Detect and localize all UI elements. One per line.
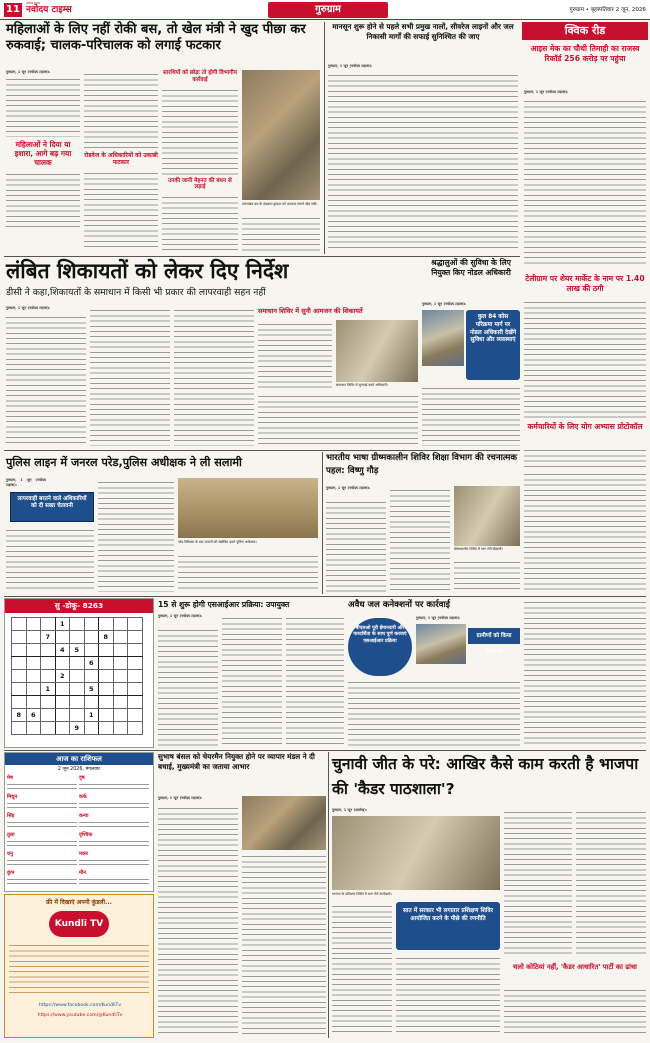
story6-caption: ग्रीष्मकालीन शिविर में भाग लेते विद्यार्थी। xyxy=(454,547,503,551)
story10-body-text-5 xyxy=(504,986,646,1036)
sudoku-cell xyxy=(26,670,41,683)
ad-body xyxy=(9,941,149,997)
sudoku-cell: 8 xyxy=(12,709,27,722)
story3-headline: लंबित शिकायतों को लेकर दिए निर्देश xyxy=(6,259,289,283)
story7-body-text-3 xyxy=(286,614,344,746)
story4-headline: श्रद्धालुओं की सुविधा के लिए नियुक्त किए नोडल अधिकारी xyxy=(431,258,511,278)
masthead-section: गुरुग्राम xyxy=(268,2,388,18)
sudoku-cell: 6 xyxy=(26,709,41,722)
story8-body-text xyxy=(348,678,520,746)
story1-col1 xyxy=(6,70,80,252)
sudoku-cell xyxy=(113,657,128,670)
story1-body-text-4 xyxy=(84,169,158,249)
story6-headline: भारतीय भाषा ग्रीष्मकालीन शिविर शिक्षा विभाग की रचनात्मक पहल: विष्णु गौड़ xyxy=(326,453,517,476)
horoscope-sign-name: सिंह xyxy=(7,813,15,819)
ad-url-youtube[interactable]: https://www.youtube.com/@KundliTv xyxy=(37,1013,123,1018)
story4-body-text xyxy=(422,384,520,446)
story10-dateline: गुरुग्राम, 1 जून (आलेख): xyxy=(332,808,368,812)
divider xyxy=(4,256,520,257)
sudoku-cell xyxy=(113,722,128,735)
horoscope-sign xyxy=(79,794,149,812)
horoscope-sign xyxy=(7,832,77,850)
story3-caption: समाधान शिविर में सुनवाई करते अधिकारी। xyxy=(336,383,388,387)
horoscope-sign-text xyxy=(79,857,149,868)
story8-photo xyxy=(416,624,466,664)
story-summer-camp xyxy=(326,452,520,594)
story1-sub2: सारथियों को छोड़ा तो होगी विभागीय कार्रवाई xyxy=(163,70,237,83)
horoscope-sign-name: मीन xyxy=(79,870,87,876)
quick-read-headline-3: कर्मचारियों के लिए योग अभ्यास प्रोटोकॉल xyxy=(527,422,643,431)
sudoku-cell xyxy=(55,709,70,722)
sudoku-cell xyxy=(26,644,41,657)
story4-callout xyxy=(466,310,520,380)
quick-read-body-1 xyxy=(524,97,646,267)
sudoku-cell: 8 xyxy=(99,631,114,644)
sudoku-cell xyxy=(12,722,27,735)
sudoku-cell xyxy=(26,631,41,644)
story-police-parade xyxy=(4,452,320,594)
sudoku-cell xyxy=(12,657,27,670)
sudoku-cell xyxy=(99,618,114,631)
sudoku-cell xyxy=(113,709,128,722)
divider xyxy=(322,452,323,594)
horoscope-sign-text xyxy=(79,781,149,792)
horoscope-sign xyxy=(7,794,77,812)
story-nodal-officers xyxy=(422,258,520,448)
story1-body-text-5 xyxy=(162,86,238,176)
horoscope-sign-text xyxy=(79,838,149,849)
sudoku-cell xyxy=(26,696,41,709)
horoscope-sign-text xyxy=(7,857,77,868)
story-illegal-water-connections xyxy=(348,598,520,748)
sudoku-cell xyxy=(12,631,27,644)
sudoku-cell xyxy=(41,670,56,683)
sudoku-cell xyxy=(41,722,56,735)
story1-sub3: रोडवेज के अधिकारियों को उकाबी फटकार xyxy=(84,152,158,167)
sudoku-row xyxy=(12,709,143,722)
sudoku-cell xyxy=(128,709,143,722)
sudoku-box xyxy=(4,598,154,748)
horoscope-sign-text xyxy=(7,876,77,887)
horoscope-signs xyxy=(7,775,151,891)
story3-body-text-4 xyxy=(258,320,332,390)
story7-body-text xyxy=(158,626,218,746)
story6-body-text xyxy=(326,498,386,592)
horoscope-sign-name: मकर xyxy=(79,851,88,857)
horoscope-sign-name: मेष xyxy=(7,775,13,781)
sudoku-grid xyxy=(11,617,143,735)
story3-photo xyxy=(336,320,418,382)
sudoku-cell xyxy=(70,683,85,696)
story5-body-text xyxy=(6,526,94,592)
quick-read-label: क्विक रीड xyxy=(522,22,648,40)
sudoku-row xyxy=(12,631,143,644)
sudoku-cell xyxy=(84,644,99,657)
story6-photo xyxy=(454,486,520,546)
sudoku-cell xyxy=(128,618,143,631)
horoscope-sign-name: कर्क xyxy=(79,794,87,800)
sudoku-cell xyxy=(12,683,27,696)
horoscope-box xyxy=(4,752,154,892)
sudoku-cell: 1 xyxy=(55,618,70,631)
story9-dateline: गुरुग्राम, 1 जून (नवोदय टाइम्स): xyxy=(158,796,203,800)
sudoku-cell xyxy=(26,618,41,631)
sudoku-cell xyxy=(113,631,128,644)
sudoku-cell xyxy=(113,696,128,709)
story3-body-text-3 xyxy=(174,306,254,446)
sudoku-cell xyxy=(113,618,128,631)
sudoku-cell xyxy=(41,709,56,722)
sudoku-cell xyxy=(55,696,70,709)
horoscope-sign xyxy=(7,813,77,831)
sudoku-cell xyxy=(70,709,85,722)
sudoku-cell: 9 xyxy=(70,722,85,735)
sudoku-cell: 1 xyxy=(84,709,99,722)
kundli-ad[interactable] xyxy=(4,894,154,1038)
sudoku-cell xyxy=(26,683,41,696)
sudoku-cell xyxy=(99,670,114,683)
sudoku-cell xyxy=(128,670,143,683)
sudoku-cell xyxy=(128,631,143,644)
quick-read-body-3 xyxy=(524,446,646,470)
divider xyxy=(328,752,329,1038)
story10-body-text-2 xyxy=(396,954,500,1036)
story1-headline: महिलाओं के लिए नहीं रोकी बस, तो खेल मंत्री ने खुद पीछा कर रुकवाई; चालक-परिचालक को लगाई फटकार xyxy=(6,22,306,53)
story10-sub: चलो कोठियां नहीं, 'कैडर आधारित' पार्टी का ढांचा xyxy=(513,963,637,971)
story-pending-complaints xyxy=(4,258,420,448)
sudoku-cell xyxy=(84,670,99,683)
sudoku-cell: 5 xyxy=(70,644,85,657)
story1-body-text-7 xyxy=(242,214,320,252)
story-bus-sports-minister xyxy=(4,22,322,254)
sudoku-cell xyxy=(26,722,41,735)
story6-body-text-3 xyxy=(454,558,520,592)
quick-read-headline-1: आइस मेक का चौथी तिमाही का राजस्व रिकॉर्ड 256 करोड़ पर पहुंचा xyxy=(530,44,640,63)
masthead xyxy=(0,0,650,20)
sudoku-row xyxy=(12,618,143,631)
story4-callout-text: कुल 84 कोस परिक्रमा मार्ग पर नोडल अधिकारी देखेंगे सुविधा और व्यवस्थाएं xyxy=(469,314,517,344)
story10-callout-text: सात में सरकार भी लगातार प्रशिक्षण शिविर आयोजित करने के पीछे की रणनीति xyxy=(403,908,493,922)
horoscope-sign-name: कुंभ xyxy=(7,870,15,876)
sudoku-cell xyxy=(84,631,99,644)
story3-dateline: गुरुग्राम, 1 जून (नवोदय टाइम्स): xyxy=(6,306,51,310)
story9-body-text-2 xyxy=(242,852,326,1036)
sudoku-cell xyxy=(99,696,114,709)
sudoku-cell xyxy=(70,631,85,644)
story1-body-text-2 xyxy=(6,170,80,230)
story3-sub: समाधान शिविर में सुनी आमजन की शिकायतें xyxy=(258,307,363,315)
story9-photo xyxy=(242,796,326,850)
sudoku-cell xyxy=(113,644,128,657)
sudoku-cell xyxy=(41,657,56,670)
sudoku-cell xyxy=(41,696,56,709)
sudoku-cell xyxy=(84,696,99,709)
sudoku-cell xyxy=(41,618,56,631)
story10-body-text-3 xyxy=(504,808,572,958)
quick-read-body-4 xyxy=(524,470,646,590)
story8-callout xyxy=(348,618,412,676)
story7-dateline: गुरुग्राम, 1 जून (नवोदय टाइम्स): xyxy=(158,614,203,618)
masthead-brand-main: नवोदय टाइम्स xyxy=(26,5,72,15)
sudoku-cell xyxy=(99,644,114,657)
story3-deck: डीसी ने कहा,शिकायतों के समाधान में किसी भी प्रकार की लापरवाही सहन नहीं xyxy=(6,287,266,298)
horoscope-sign xyxy=(7,870,77,888)
story8-sub xyxy=(468,628,520,655)
horoscope-sign-text xyxy=(7,800,77,811)
story1-body-text-6 xyxy=(162,193,238,253)
story10-caption: भाजपा के प्रशिक्षण शिविर में भाग लेते कार्यकर्ता। xyxy=(332,892,392,896)
story1-sub1: महिलाओं ने दिया या इशारा, आगे बढ़ गया चालक xyxy=(14,140,72,168)
story7-headline: 15 से शुरू होगी एसआईआर प्रक्रिया: उपायुक्त xyxy=(158,600,290,609)
story9-body-text xyxy=(158,804,238,1036)
story5-photo xyxy=(178,478,318,538)
sudoku-cell xyxy=(12,618,27,631)
divider xyxy=(4,750,646,751)
sudoku-cell xyxy=(128,657,143,670)
sudoku-cell xyxy=(12,644,27,657)
sudoku-cell xyxy=(128,644,143,657)
sudoku-cell xyxy=(55,631,70,644)
story5-body-text-2 xyxy=(98,478,174,592)
sudoku-row xyxy=(12,670,143,683)
story-subhash-bansal xyxy=(158,752,326,1038)
sudoku-cell xyxy=(99,722,114,735)
story9-headline: सुभाष बंसल को चेयरमैन नियुक्त होने पर व्यापार मंडल ने दी बधाई, मुख्यमंत्री का जताया आभार xyxy=(158,752,315,771)
sudoku-cell xyxy=(128,696,143,709)
story5-caption: परेड निरीक्षण के बाद जवानों को संबोधित करते पुलिस अधीक्षक। xyxy=(178,540,257,544)
horoscope-sign-name: धनु xyxy=(7,851,13,857)
quick-read-column xyxy=(522,22,648,470)
sudoku-row xyxy=(12,722,143,735)
story8-dateline: गुरुग्राम, 1 जून (नवोदय टाइम्स): xyxy=(416,616,461,620)
story6-dateline: गुरुग्राम, 1 जून (नवोदय टाइम्स): xyxy=(326,486,371,490)
sudoku-cell: 6 xyxy=(84,657,99,670)
story10-callout xyxy=(396,902,500,950)
story1-photo xyxy=(242,70,320,200)
sudoku-cell xyxy=(70,618,85,631)
sudoku-row xyxy=(12,696,143,709)
sudoku-title: सु -डोकू- 8263 xyxy=(5,599,153,613)
story5-headline: पुलिस लाइन में जनरल परेड,पुलिस अधीक्षक ने ली सलामी xyxy=(6,456,242,469)
story10-headline: चुनावी जीत के परे: आखिर कैसे काम करती है भाजपा की 'कैडर पाठशाला'? xyxy=(332,755,639,798)
story-sir-process xyxy=(158,598,344,748)
sudoku-cell xyxy=(55,722,70,735)
horoscope-sign xyxy=(79,775,149,793)
horoscope-sign-text xyxy=(7,781,77,792)
quick-read-body-2 xyxy=(524,298,646,418)
sudoku-cell: 2 xyxy=(55,670,70,683)
divider xyxy=(324,22,325,254)
sudoku-cell xyxy=(70,657,85,670)
ad-url-facebook[interactable]: https://www.facebook.com/KundliTv xyxy=(38,1003,122,1008)
horoscope-sign xyxy=(79,832,149,850)
sudoku-cell xyxy=(41,644,56,657)
sudoku-cell xyxy=(84,722,99,735)
right-column-body xyxy=(524,598,646,748)
horoscope-sign-name: कन्या xyxy=(79,813,89,819)
sudoku-cell xyxy=(99,709,114,722)
sudoku-cell xyxy=(113,683,128,696)
horoscope-sign-name: वृश्चिक xyxy=(79,832,93,838)
horoscope-sign-text xyxy=(79,876,149,887)
masthead-brand xyxy=(26,2,106,18)
horoscope-sign-name: वृष xyxy=(79,775,85,781)
story3-body-text-2 xyxy=(90,306,170,446)
sudoku-cell: 5 xyxy=(84,683,99,696)
horoscope-sign xyxy=(7,851,77,869)
story1-col3 xyxy=(162,70,238,252)
sudoku-cell xyxy=(128,683,143,696)
sudoku-cell xyxy=(84,618,99,631)
masthead-brand-small: नवोदय टाइम्स xyxy=(26,1,41,5)
story8-callout-text: बीएलओ पूरी ईमानदारी और पारदर्शिता के साथ पूर्ण करवाएं एसआईआर प्रक्रिया xyxy=(353,626,407,644)
story1-col2 xyxy=(84,70,158,252)
story1-dateline: गुरुग्राम, 1 जून (नवोदय टाइम्स): xyxy=(6,70,51,74)
horoscope-sign-text xyxy=(7,819,77,830)
sudoku-row xyxy=(12,644,143,657)
story4-dateline: गुरुग्राम, 1 जून (नवोदय टाइम्स): xyxy=(422,302,467,306)
sudoku-cell xyxy=(99,683,114,696)
sudoku-row xyxy=(12,657,143,670)
horoscope-sign xyxy=(79,813,149,831)
story8-headline: अवैध जल कनेक्शनों पर कार्रवाई xyxy=(348,600,450,610)
story10-body-text-4 xyxy=(576,808,646,958)
sudoku-cell xyxy=(70,670,85,683)
story4-photo xyxy=(422,310,464,366)
story5-callout-text: लापरवाही बरतने वाले अधिकारियों को दी सख्त चेतावनी xyxy=(17,496,87,510)
page-number: 11 xyxy=(4,3,22,17)
sudoku-cell xyxy=(26,657,41,670)
horoscope-sign-text xyxy=(79,800,149,811)
story1-body-text-3 xyxy=(84,70,158,150)
sudoku-cell xyxy=(55,657,70,670)
sudoku-cell xyxy=(99,657,114,670)
story5-callout xyxy=(10,492,94,522)
horoscope-sign-name: मिथुन xyxy=(7,794,18,800)
story-bjp-cadre-school xyxy=(332,752,646,1038)
masthead-edition-line: गुरुग्राम • बृहस्पतिवार 2 जून, 2026 xyxy=(569,7,646,13)
story-monsoon-drain xyxy=(328,22,518,254)
horoscope-title: आज का राशिफल xyxy=(5,753,153,765)
sudoku-cell: 7 xyxy=(41,631,56,644)
sudoku-cell xyxy=(70,696,85,709)
horoscope-sign xyxy=(79,851,149,869)
story7-body-text-2 xyxy=(222,614,282,746)
quick-read-headline-2: टेलीग्राम पर शेयर मार्केट के नाम पर 1.40 लाख की ठगी xyxy=(525,274,645,293)
story2-headline: मानसून शुरू होने से पहले सभी प्रमुख नालों, सीवरेज लाइनों और जल निकासी मार्गों की सफाई सुनिश्चित की जाए xyxy=(332,22,514,41)
horoscope-sign xyxy=(7,775,77,793)
story3-body-text-5 xyxy=(258,392,418,446)
story1-body-text xyxy=(6,75,80,137)
divider xyxy=(4,596,646,597)
horoscope-sign-text xyxy=(7,838,77,849)
story1-caption: उत्तराखंड बस के कंडक्टर ड्राइवर को फटकार लगाते खेल मंत्री। xyxy=(242,202,318,206)
sudoku-cell: 1 xyxy=(41,683,56,696)
sudoku-cell xyxy=(128,722,143,735)
story1-sub4: उनकी जानी मेहनत की बंधन से लड़ाई xyxy=(168,177,232,191)
quick-read-dateline: गुरुग्राम, 1 जून (नवोदय टाइम्स): xyxy=(524,90,569,94)
sudoku-cell xyxy=(12,670,27,683)
story10-photo xyxy=(332,816,500,890)
story6-body-text-2 xyxy=(390,486,450,592)
sudoku-row xyxy=(12,683,143,696)
divider xyxy=(4,450,520,451)
story2-dateline: गुरुग्राम, 1 जून (नवोदय टाइम्स): xyxy=(328,64,373,68)
horoscope-sign-name: तुला xyxy=(7,832,15,838)
horoscope-sign xyxy=(79,870,149,888)
sudoku-cell xyxy=(55,683,70,696)
ad-tagline: फ्री में दिखाएं अपनी कुंडली... xyxy=(46,899,112,906)
story5-body-text-3 xyxy=(178,552,318,592)
sudoku-cell xyxy=(113,670,128,683)
sudoku-cell: 4 xyxy=(55,644,70,657)
story2-body-text xyxy=(328,71,518,252)
horoscope-sign-text xyxy=(79,819,149,830)
sudoku-cell xyxy=(12,696,27,709)
ad-brand: Kundli TV xyxy=(54,919,104,929)
horoscope-date: 2 जून 2026, मंगलवार xyxy=(57,767,101,772)
story5-dateline: गुरुग्राम, 1 जून (नवोदय टाइम्स): xyxy=(6,478,46,488)
story3-body-text xyxy=(6,313,86,446)
story8-sub-text: ग्रामीणों को किया जागरूक xyxy=(476,633,512,655)
story10-body-text xyxy=(332,902,392,1036)
